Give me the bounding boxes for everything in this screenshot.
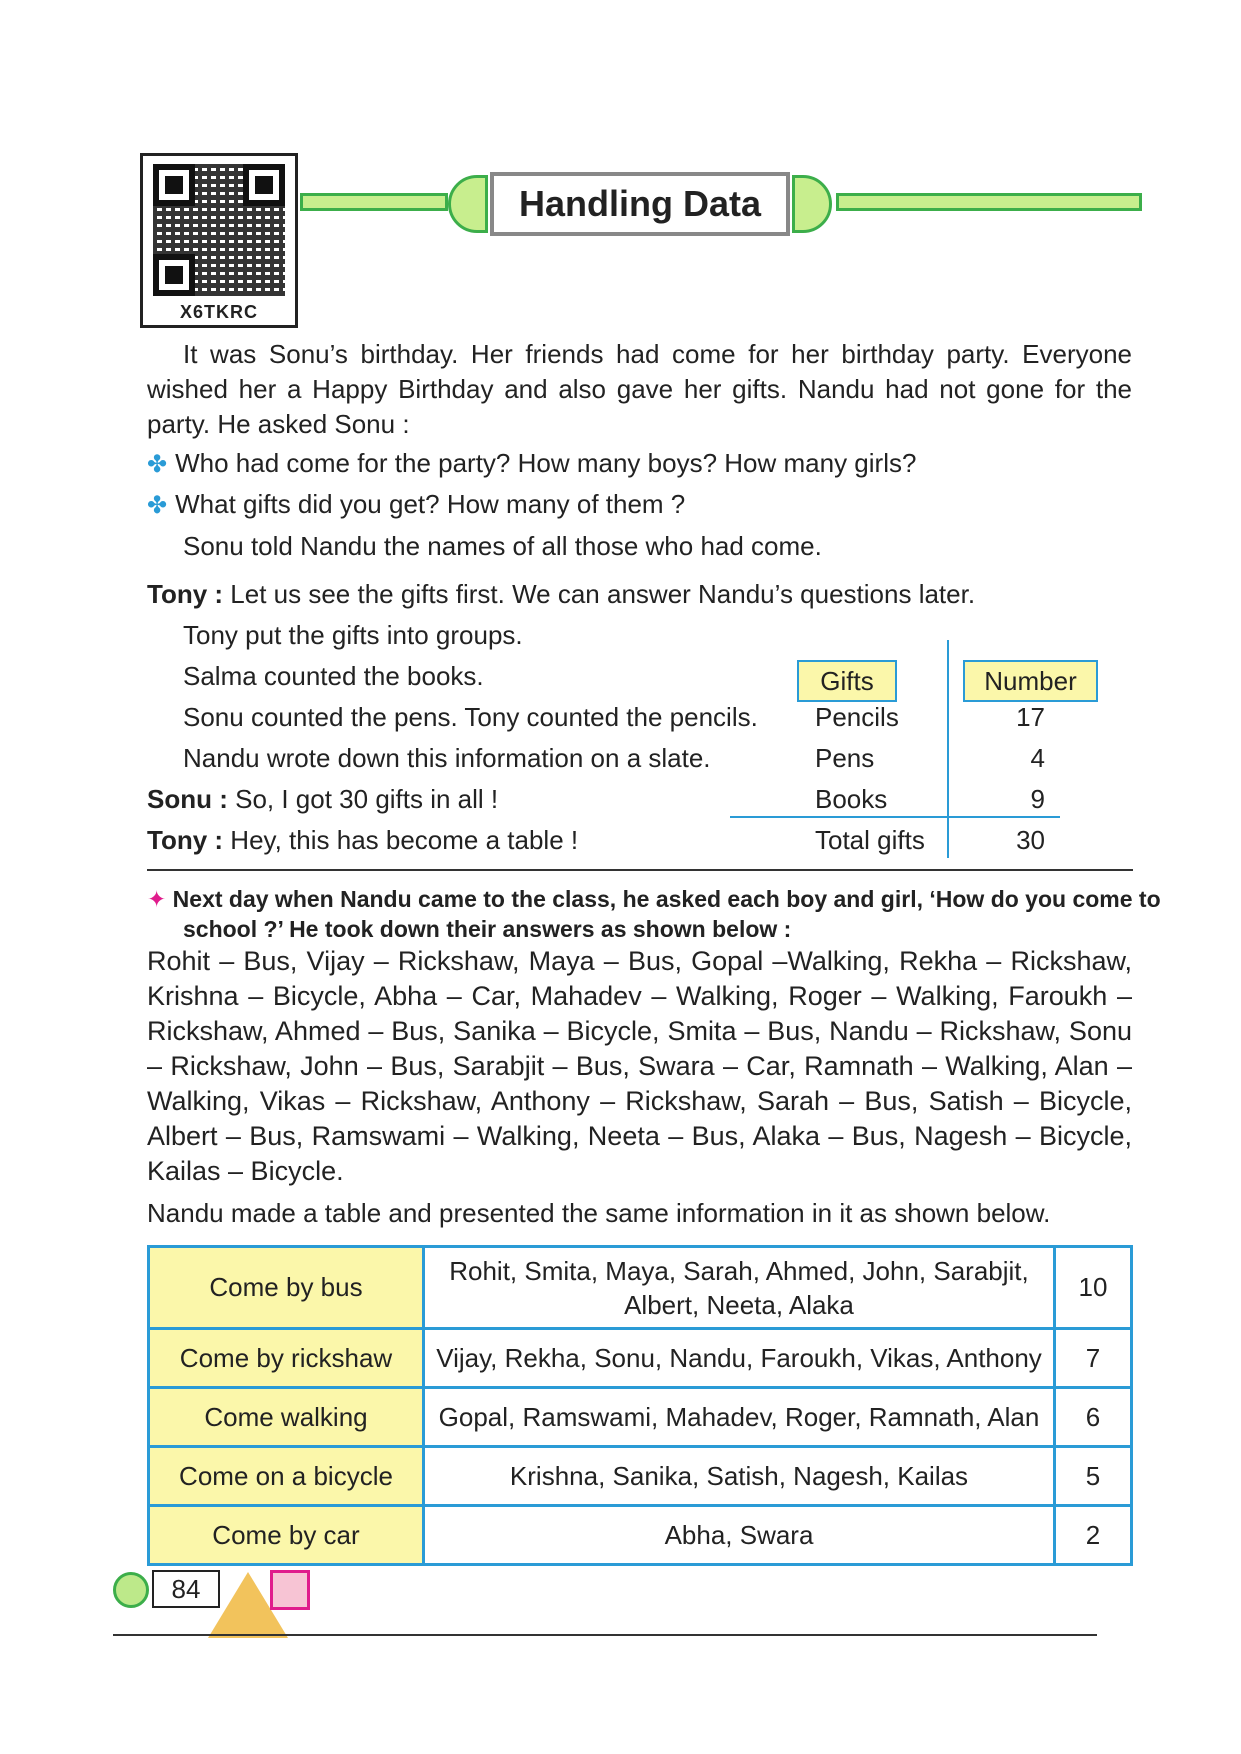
gifts-total-rule [730, 816, 1060, 818]
header-bar-right [836, 193, 1142, 211]
table-row [149, 1247, 1132, 1329]
flower-bullet-icon: ✤ [147, 492, 168, 519]
bullet-text: Who had come for the party? How many boys? How many girls? [175, 448, 917, 478]
gifts-header: Gifts [797, 660, 897, 702]
gift-total-label: Total gifts [815, 825, 925, 855]
narration-line: Salma counted the books. [183, 661, 484, 691]
table-intro: Nandu made a table and presented the same information in it as shown below. [147, 1198, 1051, 1228]
section-divider [147, 869, 1133, 871]
transport-mode: Come on a bicycle [149, 1447, 424, 1506]
survey-question-line: school ?’ He took down their answers as shown below : [183, 916, 792, 942]
transport-table [147, 1245, 1133, 1566]
transport-mode: Come by car [149, 1506, 424, 1565]
survey-question [147, 884, 1161, 944]
gift-name: Pens [815, 743, 875, 773]
table-row [149, 1506, 1132, 1565]
chapter-title-text: Handling Data [518, 183, 761, 224]
header-bar-left [300, 193, 448, 211]
qr-code [140, 153, 298, 328]
header-cap-right [792, 175, 832, 233]
qr-label: X6TKRC [179, 302, 258, 322]
dialogue-line [147, 577, 975, 612]
student-count: 6 [1055, 1388, 1132, 1447]
student-names: Krishna, Sanika, Satish, Nagesh, Kailas [424, 1447, 1055, 1506]
footer-rule [113, 1634, 1097, 1636]
gifts-table-divider [947, 640, 949, 858]
survey-question-line: Next day when Nandu came to the class, he asked each boy and girl, ‘How do you come to [172, 886, 1161, 912]
narration-line: Tony put the gifts into groups. [183, 620, 523, 650]
footer-square-icon [270, 1570, 310, 1610]
bullet-text: What gifts did you get? How many of them ? [175, 489, 686, 519]
qr-finder-icon [153, 254, 195, 296]
transport-mode: Come by bus [149, 1247, 424, 1329]
table-row [149, 1388, 1132, 1447]
dialogue-line [147, 782, 498, 817]
speaker-label: Sonu : [147, 784, 228, 814]
dialogue-text: Let us see the gifts first. We can answer Nandu’s questions later. [230, 579, 976, 609]
student-names: Gopal, Ramswami, Mahadev, Roger, Ramnath, Alan [424, 1388, 1055, 1447]
table-row [149, 1329, 1132, 1388]
intro-paragraph: It was Sonu’s birthday. Her friends had come for her birthday party. Everyone wished her a Happy Birthday and also gave her gifts. Nandu had not gone for the party. He asked Sonu : [147, 339, 1132, 439]
survey-answers: Rohit – Bus, Vijay – Rickshaw, Maya – Bus, Gopal –Walking, Rekha – Rickshaw, Krishna – Bicycle, Abha – Car, Mahadev – Walking, Roger – Walking, Faroukh – Rickshaw, Ahmed – Bus, Sanika – Bicycle, Smita – Bus, Nandu – Rickshaw, Sonu – Rickshaw, John – Bus, Sarabjit – Bus, Swara – Car, Ramnath – Walking, Alan – Walking, Vikas – Rickshaw, Anthony – Rickshaw, Sarah – Bus, Satish – Bicycle, Albert – Bus, Ramswami – Walking, Neeta – Bus, Alaka – Bus, Nagesh – Bicycle, Kailas – Bicycle. [147, 946, 1132, 1186]
student-count: 10 [1055, 1247, 1132, 1329]
footer-circle-icon [113, 1572, 149, 1608]
narration-line: Sonu counted the pens. Tony counted the pencils. [183, 702, 758, 732]
transport-mode: Come walking [149, 1388, 424, 1447]
student-names-line: Albert, Neeta, Alaka [624, 1289, 854, 1320]
gift-name: Books [815, 784, 888, 814]
transport-mode: Come by rickshaw [149, 1329, 424, 1388]
student-count: 2 [1055, 1506, 1132, 1565]
dialogue-text: Hey, this has become a table ! [230, 825, 579, 855]
student-names: Abha, Swara [424, 1506, 1055, 1565]
qr-finder-icon [243, 164, 285, 206]
student-names-line: Rohit, Smita, Maya, Sarah, Ahmed, John, Sarabjit, [449, 1255, 1029, 1286]
student-count: 7 [1055, 1329, 1132, 1388]
qr-finder-icon [153, 164, 195, 206]
dialogue-line [147, 823, 578, 858]
gift-number: 9 [1030, 784, 1045, 814]
narration-line: Nandu wrote down this information on a slate. [183, 743, 711, 773]
speaker-label: Tony : [147, 579, 224, 609]
speaker-label: Tony : [147, 825, 224, 855]
header-cap-left [448, 175, 488, 233]
table-row [149, 1447, 1132, 1506]
gift-number: 17 [1016, 702, 1045, 732]
gift-total-value: 30 [1016, 825, 1045, 855]
bullet-item [147, 446, 916, 482]
chapter-title [490, 172, 790, 236]
gift-name: Pencils [815, 702, 899, 732]
intro-closing: Sonu told Nandu the names of all those who had come. [183, 531, 822, 561]
dialogue-text: So, I got 30 gifts in all ! [235, 784, 499, 814]
bullet-item [147, 487, 685, 523]
student-count: 5 [1055, 1447, 1132, 1506]
number-header: Number [963, 660, 1098, 702]
page-number: 84 [152, 1570, 220, 1608]
star-bullet-icon: ✦ [147, 886, 167, 912]
gift-number: 4 [1030, 743, 1045, 773]
student-names [424, 1247, 1055, 1329]
flower-bullet-icon: ✤ [147, 451, 168, 478]
student-names: Vijay, Rekha, Sonu, Nandu, Faroukh, Vikas, Anthony [424, 1329, 1055, 1388]
